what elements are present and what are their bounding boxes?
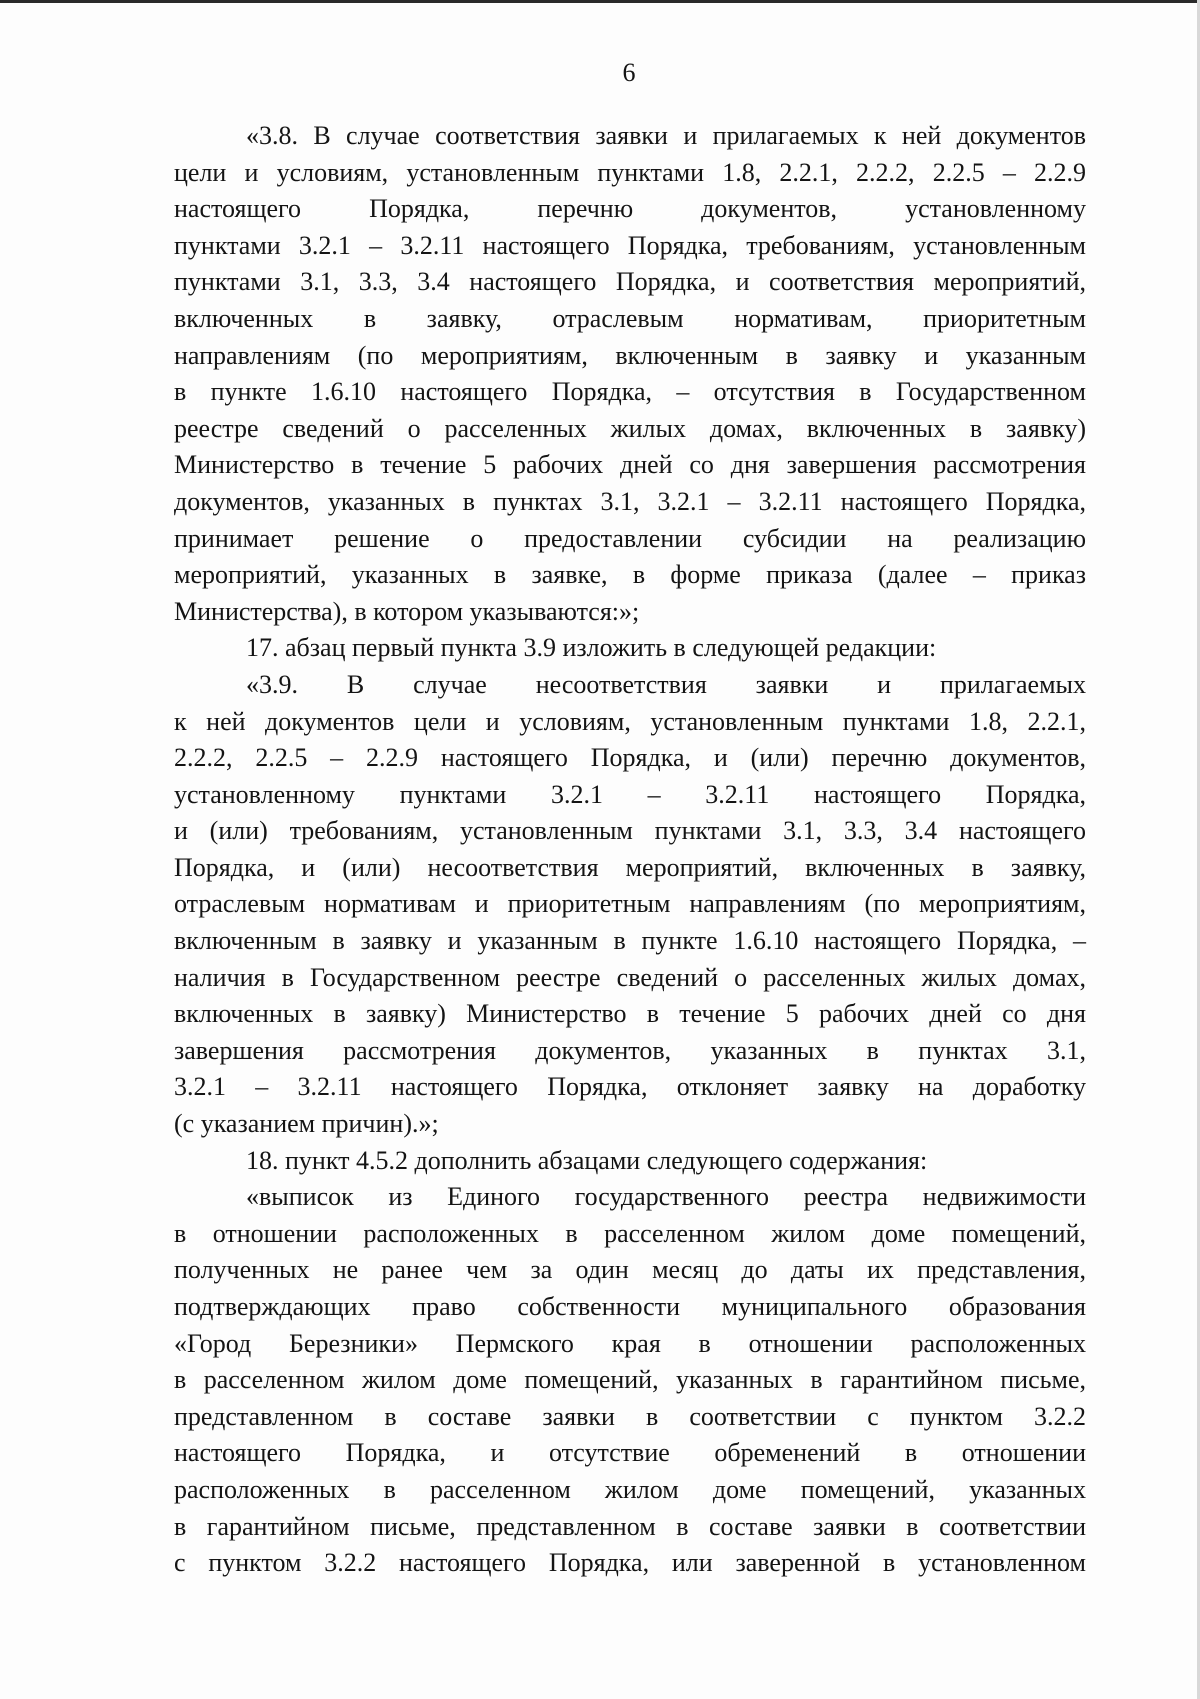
text-line: «3.8. В случае соответствия заявки и прилагаемых к ней документов [246, 121, 1086, 150]
text-line: в пункте 1.6.10 настоящего Порядка, – отсутствия в Государственном [174, 377, 1086, 407]
text-line: настоящего Порядка, перечню документов, установленному [174, 194, 1086, 224]
text-line: завершения рассмотрения документов, указанных в пунктах 3.1, [174, 1035, 1086, 1065]
text-line: пунктами 3.2.1 – 3.2.11 настоящего Порядка, требованиям, установленным [174, 230, 1086, 260]
text-line: 17. абзац первый пункта 3.9 изложить в следующей редакции: [246, 633, 937, 663]
text-line: документов, указанных в пунктах 3.1, 3.2.1 – 3.2.11 настоящего Порядка, [174, 486, 1086, 516]
text-line: цели и условиям, установленным пунктами 1.8, 2.2.1, 2.2.2, 2.2.5 – 2.2.9 [174, 157, 1086, 187]
page-number: 6 [622, 58, 636, 87]
text-line: настоящего Порядка, и отсутствие обременений в отношении [174, 1438, 1086, 1468]
text-line: «Город Березники» Пермского края в отношении расположенных [174, 1328, 1086, 1358]
text-line: установленному пунктами 3.2.1 – 3.2.11 настоящего Порядка, [174, 779, 1086, 809]
paragraph-item-18 [174, 1143, 1086, 1180]
text-line: наличия в Государственном реестре сведений о расселенных жилых домах, [174, 962, 1086, 992]
text-line: включенным в заявку и указанным в пункте 1.6.10 настоящего Порядка, – [174, 926, 1086, 956]
text-line: «выписок из Единого государственного реестра недвижимости [246, 1182, 1086, 1212]
text-line: в расселенном жилом доме помещений, указанных в гарантийном письме, [174, 1365, 1086, 1395]
paragraph-clause-3-8 [174, 118, 1086, 630]
text-line: к ней документов цели и условиям, установленным пунктами 1.8, 2.2.1, [174, 706, 1086, 736]
text-line: реестре сведений о расселенных жилых домах, включенных в заявку) [174, 413, 1086, 443]
text-line: 2.2.2, 2.2.5 – 2.2.9 настоящего Порядка, и (или) перечню документов, [174, 743, 1086, 773]
text-line: включенных в заявку, отраслевым нормативам, приоритетным [174, 303, 1086, 333]
text-line: расположенных в расселенном жилом доме помещений, указанных [174, 1474, 1086, 1504]
text-line: Министерства), в котором указываются:»; [174, 596, 640, 626]
text-line: в гарантийном письме, представленном в составе заявки в соответствии [174, 1511, 1086, 1541]
text-line: Министерство в течение 5 рабочих дней со дня завершения рассмотрения [174, 450, 1086, 480]
text-line: с пунктом 3.2.2 настоящего Порядка, или заверенной в установленном [174, 1548, 1086, 1578]
text-line: 3.2.1 – 3.2.11 настоящего Порядка, отклоняет заявку на доработку [174, 1072, 1086, 1102]
paragraph-item-17 [174, 630, 1086, 667]
text-line: мероприятий, указанных в заявке, в форме приказа (далее – приказ [174, 560, 1086, 590]
paragraph-clause-3-9 [174, 667, 1086, 1143]
text-line: включенных в заявку) Министерство в течение 5 рабочих дней со дня [174, 999, 1086, 1029]
text-line: принимает решение о предоставлении субсидии на реализацию [174, 523, 1086, 553]
text-line: отраслевым нормативам и приоритетным направлениям (по мероприятиям, [174, 889, 1086, 919]
scan-edge-top [0, 0, 1200, 3]
text-line: направлениям (по мероприятиям, включенным в заявку и указанным [174, 340, 1086, 370]
text-line: и (или) требованиям, установленным пунктами 3.1, 3.3, 3.4 настоящего [174, 816, 1086, 846]
text-line: в отношении расположенных в расселенном жилом доме помещений, [174, 1218, 1086, 1248]
text-line: 18. пункт 4.5.2 дополнить абзацами следующего содержания: [246, 1145, 928, 1175]
paragraph-register-extracts [174, 1179, 1086, 1582]
text-line: полученных не ранее чем за один месяц до даты их представления, [174, 1255, 1086, 1285]
text-line: пунктами 3.1, 3.3, 3.4 настоящего Порядка, и соответствия мероприятий, [174, 267, 1086, 297]
body-text [174, 118, 1086, 1582]
text-line: подтверждающих право собственности муниципального образования [174, 1292, 1086, 1321]
text-line: Порядка, и (или) несоответствия мероприятий, включенных в заявку, [174, 852, 1086, 882]
text-line: (с указанием причин).»; [174, 1109, 439, 1139]
text-line: представленном в составе заявки в соответствии с пунктом 3.2.2 [174, 1401, 1086, 1431]
text-line: «3.9. В случае несоответствия заявки и прилагаемых [246, 669, 1086, 699]
